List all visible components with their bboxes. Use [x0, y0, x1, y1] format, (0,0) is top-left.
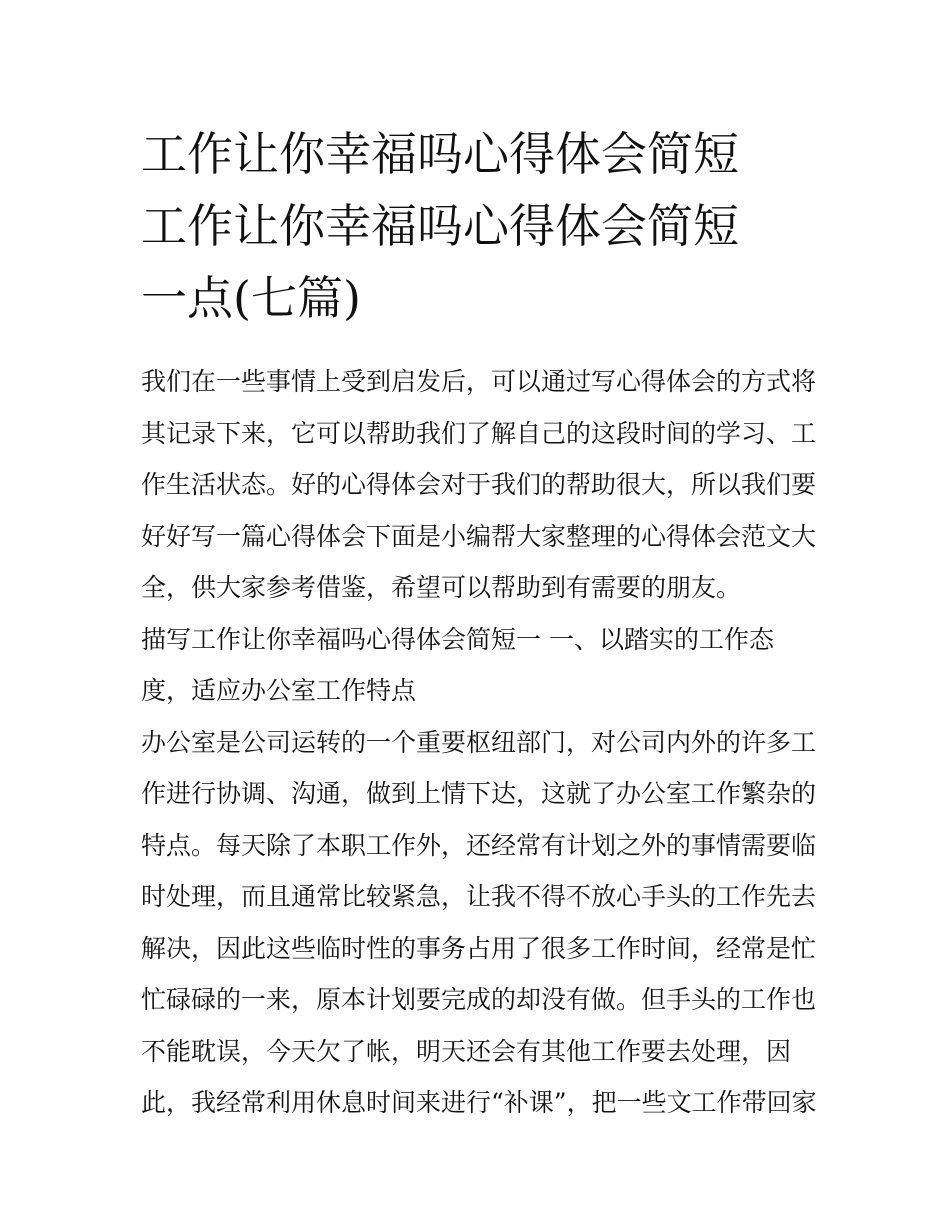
- body-line: 作生活状态。好的心得体会对于我们的帮助很大，所以我们要: [141, 470, 817, 499]
- document-body: [141, 356, 821, 1129]
- title-line-2: 工作让你幸福吗心得体会简短: [141, 199, 739, 253]
- body-line: 好好写一篇心得体会下面是小编帮大家整理的心得体会范文大: [141, 521, 817, 551]
- body-line: 不能耽误，今天欠了帐，明天还会有其他工作要去处理，因: [141, 1036, 792, 1066]
- section-heading-line: 描写工作让你幸福吗心得体会简短一 一、以踏实的工作态: [141, 624, 774, 654]
- title-line-1: 工作让你幸福吗心得体会简短: [141, 127, 739, 181]
- document-title: [141, 118, 821, 334]
- body-line: 解决，因此这些临时性的事务占用了很多工作时间，经常是忙: [141, 933, 817, 963]
- title-line-3: 一点(七篇): [141, 271, 361, 325]
- section-heading-line: 度，适应办公室工作特点: [141, 676, 417, 705]
- body-line: 时处理，而且通常比较紧急，让我不得不放心手头的工作先去: [141, 882, 817, 911]
- body-line: 忙碌碌的一来，原本计划要完成的却没有做。但手头的工作也: [141, 985, 817, 1014]
- body-line: 此，我经常利用休息时间来进行“补课”，把一些文工作带回家: [141, 1088, 817, 1117]
- body-line: 作进行协调、沟通，做到上情下达，这就了办公室工作繁杂的: [141, 779, 817, 808]
- body-line: 其记录下来，它可以帮助我们了解自己的这段时间的学习、工: [141, 418, 817, 448]
- body-line: 特点。每天除了本职工作外，还经常有计划之外的事情需要临: [141, 830, 817, 860]
- body-line: 办公室是公司运转的一个重要枢纽部门，对公司内外的许多工: [141, 727, 817, 757]
- body-line: 全，供大家参考借鉴，希望可以帮助到有需要的朋友。: [141, 573, 742, 602]
- body-line: 我们在一些事情上受到启发后，可以通过写心得体会的方式将: [141, 367, 817, 396]
